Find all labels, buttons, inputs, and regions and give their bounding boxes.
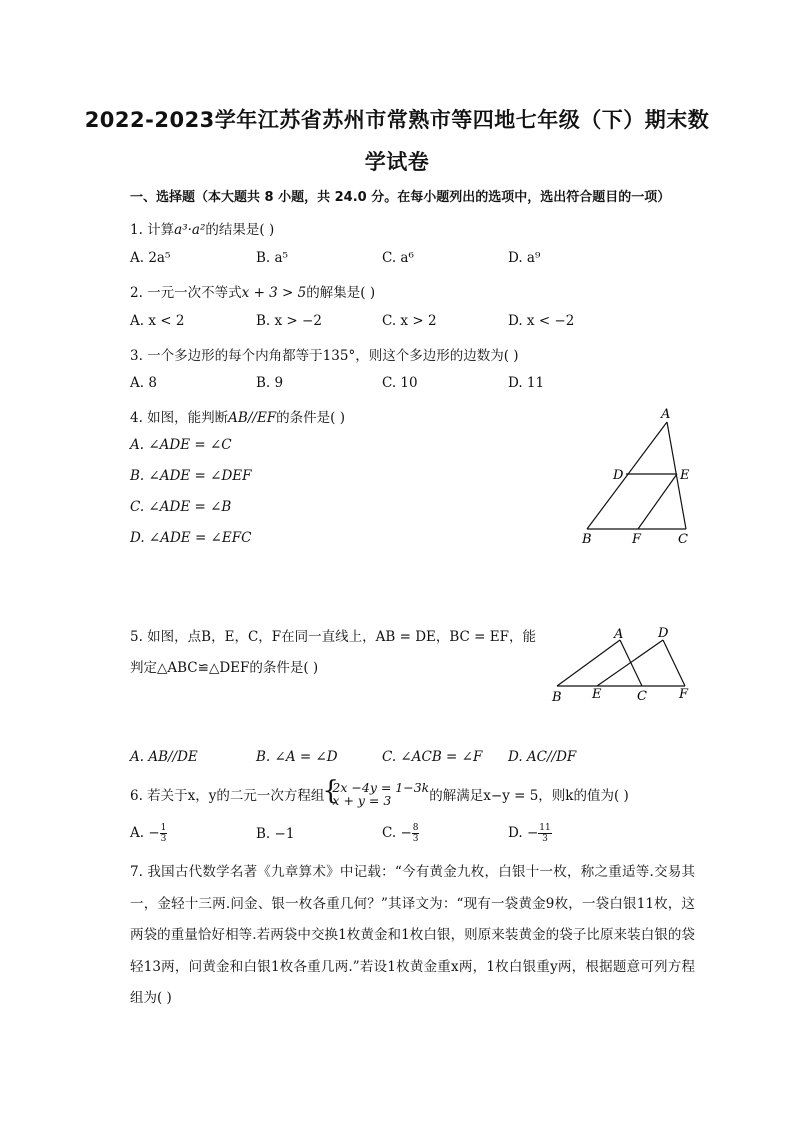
q6-option-b[interactable]: B. −1 (256, 826, 295, 842)
q1-math: a³·a² (174, 222, 206, 238)
q6-option-a-label: A. (130, 825, 145, 841)
q4-label-e: E (680, 468, 690, 483)
q5-segment-ab (557, 640, 620, 686)
q6-a-denominator: 3 (160, 834, 167, 844)
q4-segment-ab (587, 422, 667, 529)
q5-segment-df (663, 640, 685, 686)
question-4-stem (130, 406, 345, 426)
q5-label-d: D (658, 626, 669, 641)
q6-c-denominator: 3 (412, 834, 419, 844)
question-1-stem (130, 218, 274, 238)
q4-label-c: C (678, 532, 688, 547)
q4-figure (570, 400, 710, 550)
q3-option-b[interactable]: B. 9 (256, 375, 284, 391)
q2-option-b[interactable]: B. x > −2 (256, 313, 322, 329)
q6-option-c-fraction (412, 823, 420, 844)
q2-prefix: 2. 一元一次不等式 (130, 285, 242, 301)
exam-title-line1: 2022-2023学年江苏省苏州市常熟市等四地七年级（下）期末数 (84, 108, 710, 132)
q5-label-f: F (679, 687, 689, 702)
q3-option-c[interactable]: C. 10 (382, 375, 418, 391)
q6-option-c-sign: − (400, 825, 412, 841)
q4-label-d: D (613, 468, 624, 483)
q5-figure (545, 620, 705, 705)
q6-option-a-sign: − (148, 825, 160, 841)
q1-option-a[interactable]: A. 2a⁵ (130, 250, 171, 266)
q2-option-a[interactable]: A. x < 2 (130, 313, 185, 329)
q6-option-c[interactable] (382, 823, 419, 844)
q5-option-b[interactable]: B. ∠A = ∠D (256, 749, 338, 765)
q4-label-a: A (661, 407, 671, 422)
q6-option-d-label: D. (508, 825, 523, 841)
question-5-stem-line2: 判定△ABC≌△DEF的条件是( ) (130, 660, 319, 676)
question-5-stem-line1: 5. 如图，点B，E，C，F在同一直线上，AB = DE，BC = EF，能 (130, 629, 537, 645)
q1-option-c[interactable]: C. a⁶ (382, 250, 414, 266)
section-heading: 一、选择题（本大题共 8 小题，共 24.0 分。在每小题列出的选项中，选出符合题目的一项） (130, 190, 671, 205)
question-3-stem: 3. 一个多边形的每个内角都等于135°，则这个多边形的边数为( ) (130, 348, 519, 364)
q1-prefix: 1. 计算 (130, 222, 175, 238)
q6-option-a[interactable] (130, 823, 167, 844)
q6-equation-2: x + y = 3 (332, 793, 392, 808)
q2-math: x + 3 > 5 (241, 285, 307, 301)
q4-label-b: B (582, 532, 592, 547)
q4-prefix: 4. 如图，能判断 (130, 410, 229, 426)
q5-option-a[interactable]: A. AB//DE (130, 749, 198, 765)
q6-prefix: 6. 若关于x，y的二元一次方程组 (130, 788, 325, 804)
q1-option-b[interactable]: B. a⁵ (256, 250, 288, 266)
q6-suffix: 的解满足x−y = 5，则k的值为( ) (429, 788, 629, 804)
q4-option-d[interactable]: D. ∠ADE = ∠EFC (130, 530, 252, 546)
q6-option-d[interactable] (508, 823, 552, 844)
question-2-stem (130, 281, 375, 301)
q1-option-d[interactable]: D. a⁹ (508, 250, 541, 266)
q6-a-numerator: 1 (160, 823, 167, 833)
exam-title-line2: 学试卷 (364, 150, 430, 174)
q2-suffix: 的解集是( ) (306, 285, 376, 301)
q6-option-d-sign: − (526, 825, 539, 841)
q6-c-numerator: 8 (412, 823, 419, 833)
q4-option-a[interactable]: A. ∠ADE = ∠C (130, 437, 232, 453)
q4-label-f: F (632, 532, 642, 547)
q6-equation-1: { 2x −4y = 1−3k (332, 780, 430, 795)
q3-option-d[interactable]: D. 11 (508, 375, 545, 391)
q3-option-a[interactable]: A. 8 (130, 375, 157, 391)
question-6-stem (130, 781, 629, 807)
q4-segment-ef (638, 474, 677, 529)
q2-option-d[interactable]: D. x < −2 (508, 313, 575, 329)
q6-equation-system (324, 781, 429, 807)
q5-label-c: C (637, 689, 647, 704)
q6-d-numerator: 11 (539, 823, 551, 833)
q5-label-b: B (552, 690, 562, 705)
q6-option-d-fraction (538, 823, 551, 844)
q6-d-denominator: 3 (542, 834, 548, 844)
q6-option-a-fraction (160, 823, 168, 844)
q1-suffix: 的结果是( ) (205, 222, 275, 238)
q5-option-d[interactable]: D. AC//DF (508, 749, 577, 765)
question-7-text: 7. 我国古代数学名著《九章算术》中记载：“今有黄金九枚，白银十一枚，称之重适等.交易其一，金轻十三两.问金、银一枚各重几何？”其译文为：“现有一袋黄金9枚，一袋白银11枚，这两袋的重量恰好相等.若两袋中交换1枚黄金和1枚白银，则原来装黄金的袋子比原来装白银的袋轻13两，问黄金和白银1枚各重几两.”若设1枚黄金重x两，1枚白银重y两，根据题意可列方程组为( ) (130, 864, 695, 1006)
q4-option-b[interactable]: B. ∠ADE = ∠DEF (130, 468, 252, 484)
q4-suffix: 的条件是( ) (276, 410, 345, 426)
q5-segment-ed (597, 640, 663, 686)
q6-option-c-label: C. (382, 825, 397, 841)
q5-label-a: A (614, 627, 624, 642)
q4-option-c[interactable]: C. ∠ADE = ∠B (130, 499, 232, 515)
q5-label-e: E (592, 687, 602, 702)
q5-option-c[interactable]: C. ∠ACB = ∠F (382, 749, 483, 765)
q2-option-c[interactable]: C. x > 2 (382, 313, 437, 329)
q4-math: AB//EF (228, 410, 277, 426)
